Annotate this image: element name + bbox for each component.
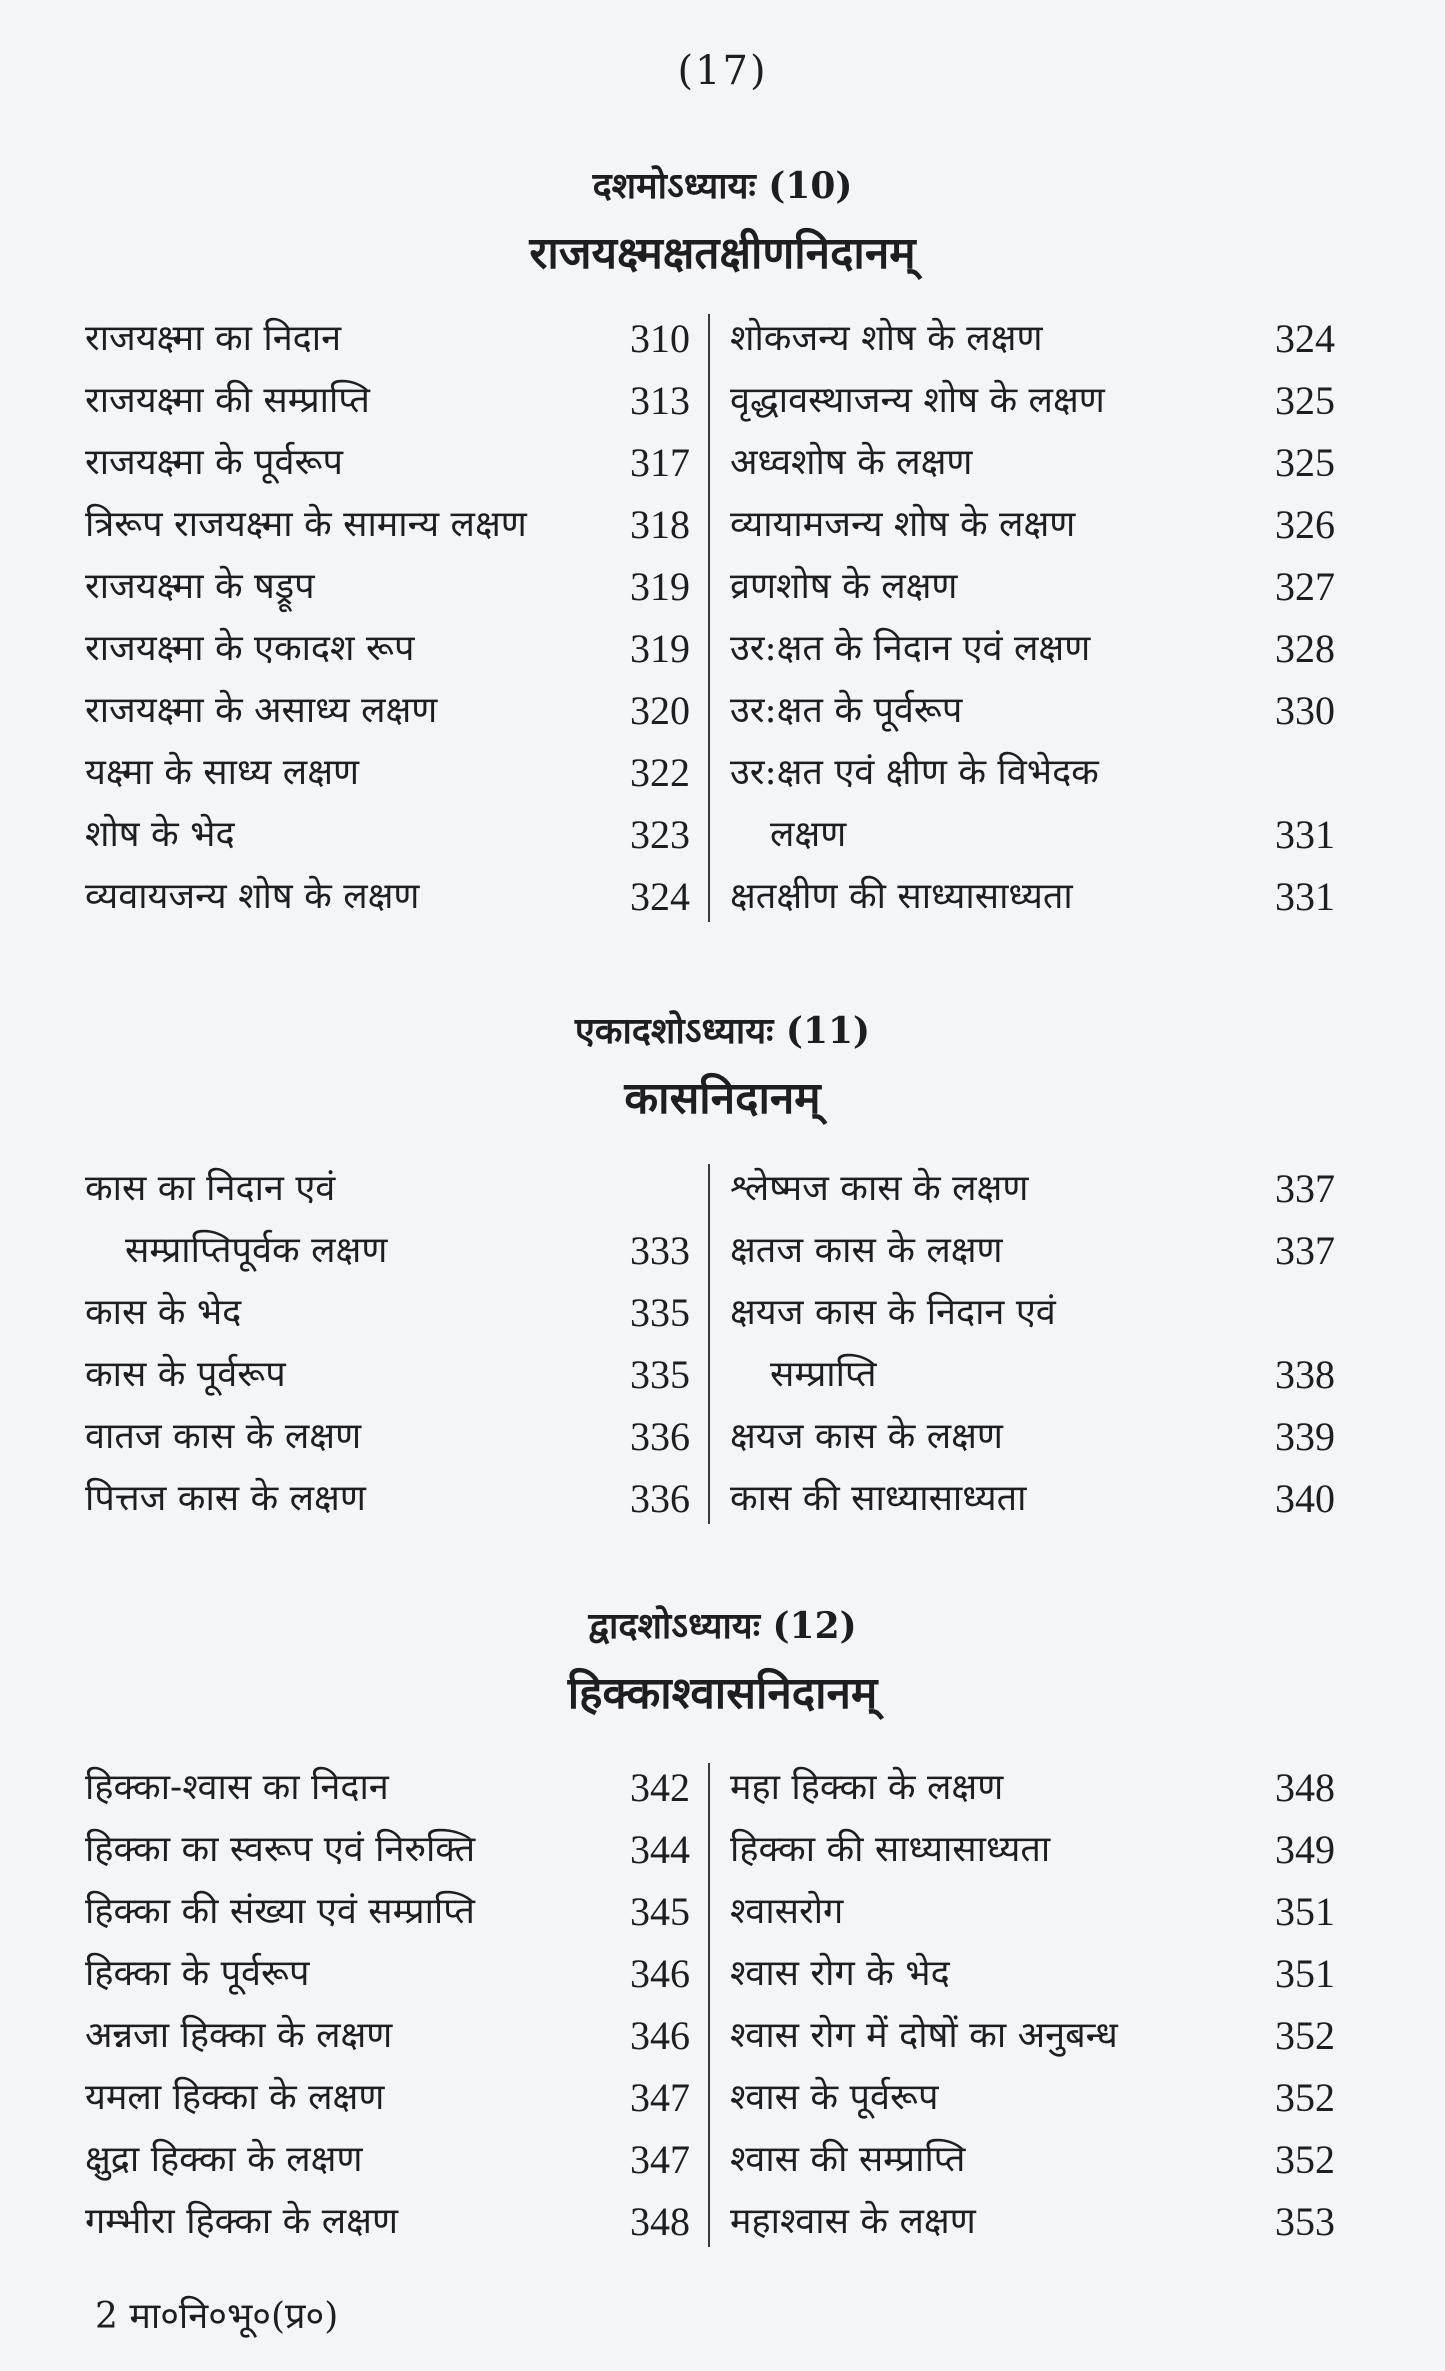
left-column xyxy=(85,1158,690,1530)
entry-page-number: 346 xyxy=(630,2013,690,2058)
entry-page-number: 351 xyxy=(1275,1889,1335,1934)
toc-entry xyxy=(730,1757,1335,1819)
entry-page-number: 317 xyxy=(630,440,690,485)
toc-entry xyxy=(730,432,1335,494)
entry-title: श्वासरोग xyxy=(730,1891,844,1932)
entry-title: वातज कास के लक्षण xyxy=(85,1416,362,1457)
entry-page-number: 347 xyxy=(630,2137,690,2182)
entry-page-number: 340 xyxy=(1275,1476,1335,1521)
entry-title: श्वास रोग में दोषों का अनुबन्ध xyxy=(730,2015,1118,2056)
entry-page-number: 346 xyxy=(630,1951,690,1996)
entry-title: राजयक्ष्मा का निदान xyxy=(85,318,342,359)
entry-title: अन्नजा हिक्का के लक्षण xyxy=(85,2015,393,2056)
entry-title: राजयक्ष्मा की सम्प्राप्ति xyxy=(85,380,370,421)
toc-entry xyxy=(85,2191,690,2253)
toc-entry xyxy=(85,370,690,432)
entry-page-number: 348 xyxy=(630,2199,690,2244)
entry-page-number: 352 xyxy=(1275,2137,1335,2182)
toc-entry xyxy=(730,1819,1335,1881)
toc-entry xyxy=(730,2005,1335,2067)
entry-title: क्षयज कास के निदान एवं xyxy=(730,1292,1056,1333)
toc-entry xyxy=(85,2067,690,2129)
toc-entry xyxy=(730,308,1335,370)
entry-page-number: 339 xyxy=(1275,1414,1335,1459)
toc-entry xyxy=(85,1943,690,2005)
toc-entry xyxy=(85,804,690,866)
toc-entry xyxy=(730,2067,1335,2129)
chapter-heading: एकादशोऽध्यायः (11) xyxy=(574,1010,871,1052)
entry-page-number: 337 xyxy=(1275,1228,1335,1273)
entry-page-number: 337 xyxy=(1275,1166,1335,1211)
entry-title: क्षुद्रा हिक्का के लक्षण xyxy=(85,2139,363,2180)
entry-title: कास की साध्यासाध्यता xyxy=(730,1478,1027,1519)
toc-entry xyxy=(730,1220,1335,1282)
entry-title: हिक्का के पूर्वरूप xyxy=(85,1953,310,1994)
right-column xyxy=(730,1158,1335,1530)
entry-title: अध्वशोष के लक्षण xyxy=(730,442,973,483)
entry-page-number: 330 xyxy=(1275,688,1335,733)
right-column xyxy=(730,308,1335,928)
entry-page-number: 345 xyxy=(630,1889,690,1934)
entry-page-number: 318 xyxy=(630,502,690,547)
toc-entry xyxy=(85,1819,690,1881)
toc-entry xyxy=(85,432,690,494)
toc-entry xyxy=(85,494,690,556)
toc-entry xyxy=(730,556,1335,618)
entry-title: राजयक्ष्मा के एकादश रूप xyxy=(85,628,415,669)
entry-page-number: 344 xyxy=(630,1827,690,1872)
chapter-heading: दशमोऽध्यायः (10) xyxy=(592,165,853,207)
chapter-11 xyxy=(0,1005,1445,1126)
column-divider xyxy=(708,1763,710,2247)
toc-entry xyxy=(730,866,1335,928)
entry-title: हिक्का का स्वरूप एवं निरुक्ति xyxy=(85,1829,476,1870)
entry-page-number: 326 xyxy=(1275,502,1335,547)
entry-title: क्षतक्षीण की साध्यासाध्यता xyxy=(730,876,1073,917)
chapter-title: हिक्काश्वासनिदानम् xyxy=(567,1668,878,1719)
entry-title: कास के भेद xyxy=(85,1292,242,1333)
chapter-10 xyxy=(0,160,1445,281)
toc-entry xyxy=(730,1943,1335,2005)
toc-entry xyxy=(730,742,1335,866)
entry-title: यमला हिक्का के लक्षण xyxy=(85,2077,385,2118)
entry-page-number: 336 xyxy=(630,1476,690,1521)
entry-page-number: 324 xyxy=(630,874,690,919)
toc-entry xyxy=(85,308,690,370)
entry-title: उर:क्षत के पूर्वरूप xyxy=(730,690,963,731)
toc-entry xyxy=(730,2191,1335,2253)
entry-page-number: 353 xyxy=(1275,2199,1335,2244)
toc-entry xyxy=(730,618,1335,680)
toc-entry xyxy=(85,556,690,618)
entry-page-number: 349 xyxy=(1275,1827,1335,1872)
entry-title: क्षयज कास के लक्षण xyxy=(730,1416,1003,1457)
entry-page-number: 338 xyxy=(1275,1352,1335,1397)
entry-page-number: 325 xyxy=(1275,440,1335,485)
entry-title: क्षतज कास के लक्षण xyxy=(730,1230,1003,1271)
toc-entry xyxy=(85,1881,690,1943)
entry-title: व्यायामजन्य शोष के लक्षण xyxy=(730,504,1076,545)
entry-page-number: 336 xyxy=(630,1414,690,1459)
entry-title: गम्भीरा हिक्का के लक्षण xyxy=(85,2201,399,2242)
entry-title: कास के पूर्वरूप xyxy=(85,1354,286,1395)
entry-title: यक्ष्मा के साध्य लक्षण xyxy=(85,752,360,793)
entry-title: महाश्वास के लक्षण xyxy=(730,2201,976,2242)
entry-title: उर:क्षत के निदान एवं लक्षण xyxy=(730,628,1091,669)
entry-title-continued: सम्प्राप्ति xyxy=(770,1354,877,1395)
entry-page-number: 342 xyxy=(630,1765,690,1810)
entry-title-continued: लक्षण xyxy=(770,814,847,855)
entry-title: राजयक्ष्मा के पूर्वरूप xyxy=(85,442,343,483)
toc-entry xyxy=(730,494,1335,556)
toc-entry xyxy=(730,1468,1335,1530)
entry-title: हिक्का की साध्यासाध्यता xyxy=(730,1829,1051,1870)
toc-entry xyxy=(730,1406,1335,1468)
entry-page-number: 352 xyxy=(1275,2075,1335,2120)
entry-title: वृद्धावस्थाजन्य शोष के लक्षण xyxy=(730,380,1105,421)
toc-entry xyxy=(85,1344,690,1406)
entry-page-number: 333 xyxy=(630,1228,690,1273)
entry-page-number: 313 xyxy=(630,378,690,423)
entry-title: हिक्का-श्वास का निदान xyxy=(85,1767,389,1808)
page-number: (17) xyxy=(677,48,768,94)
entry-title: राजयक्ष्मा के असाध्य लक्षण xyxy=(85,690,438,731)
toc-entry xyxy=(85,2129,690,2191)
entry-page-number: 324 xyxy=(1275,316,1335,361)
chapter-title: राजयक्ष्मक्षतक्षीणनिदानम् xyxy=(529,228,916,279)
toc-entry xyxy=(85,1468,690,1530)
toc-entry xyxy=(85,1406,690,1468)
right-column xyxy=(730,1757,1335,2253)
column-divider xyxy=(708,1164,710,1524)
entry-page-number: 347 xyxy=(630,2075,690,2120)
entry-page-number: 352 xyxy=(1275,2013,1335,2058)
toc-entry xyxy=(85,2005,690,2067)
entry-page-number: 325 xyxy=(1275,378,1335,423)
entry-page-number: 320 xyxy=(630,688,690,733)
entry-title: श्वास के पूर्वरूप xyxy=(730,2077,939,2118)
entry-page-number: 327 xyxy=(1275,564,1335,609)
toc-entry xyxy=(85,1158,690,1282)
entry-title: महा हिक्का के लक्षण xyxy=(730,1767,1004,1808)
entry-title: त्रिरूप राजयक्ष्मा के सामान्य लक्षण xyxy=(85,504,527,545)
entry-page-number: 351 xyxy=(1275,1951,1335,1996)
entry-page-number: 322 xyxy=(630,750,690,795)
toc-entry xyxy=(730,2129,1335,2191)
entry-page-number: 331 xyxy=(1275,812,1335,857)
entry-page-number: 319 xyxy=(630,626,690,671)
toc-entry xyxy=(730,1282,1335,1406)
toc-entry xyxy=(85,680,690,742)
entry-page-number: 331 xyxy=(1275,874,1335,919)
entry-title-continued: सम्प्राप्तिपूर्वक लक्षण xyxy=(125,1230,388,1271)
entry-title: व्यवायजन्य शोष के लक्षण xyxy=(85,876,420,917)
entry-title: व्रणशोष के लक्षण xyxy=(730,566,958,607)
entry-page-number: 348 xyxy=(1275,1765,1335,1810)
left-column xyxy=(85,308,690,928)
toc-entry xyxy=(730,370,1335,432)
chapter-title: कासनिदानम् xyxy=(624,1073,821,1124)
toc-entry xyxy=(730,680,1335,742)
toc-entry xyxy=(730,1158,1335,1220)
entry-title: शोष के भेद xyxy=(85,814,235,855)
entry-page-number: 319 xyxy=(630,564,690,609)
toc-entry xyxy=(85,866,690,928)
entry-page-number: 335 xyxy=(630,1290,690,1335)
entry-title: श्वास की सम्प्राप्ति xyxy=(730,2139,966,2180)
toc-entry xyxy=(85,1282,690,1344)
footer-signature: 2 मा०नि०भू०(प्र०) xyxy=(95,2296,339,2337)
toc-entry xyxy=(85,1757,690,1819)
entry-page-number: 323 xyxy=(630,812,690,857)
entry-page-number: 335 xyxy=(630,1352,690,1397)
toc-entry xyxy=(85,618,690,680)
entry-title: शोकजन्य शोष के लक्षण xyxy=(730,318,1043,359)
entry-title: राजयक्ष्मा के षड्रूप xyxy=(85,566,315,607)
left-column xyxy=(85,1757,690,2253)
toc-entry xyxy=(730,1881,1335,1943)
entry-title: श्लेष्मज कास के लक्षण xyxy=(730,1168,1029,1209)
entry-title: कास का निदान एवं xyxy=(85,1168,336,1209)
entry-page-number: 328 xyxy=(1275,626,1335,671)
entry-title: श्वास रोग के भेद xyxy=(730,1953,950,1994)
column-divider xyxy=(708,314,710,922)
entry-title: हिक्का की संख्या एवं सम्प्राप्ति xyxy=(85,1891,475,1932)
entry-page-number: 310 xyxy=(630,316,690,361)
chapter-heading: द्वादशोऽध्यायः (12) xyxy=(588,1605,857,1647)
entry-title: पित्तज कास के लक्षण xyxy=(85,1478,366,1519)
toc-entry xyxy=(85,742,690,804)
chapter-12 xyxy=(0,1600,1445,1721)
entry-title: उर:क्षत एवं क्षीण के विभेदक xyxy=(730,752,1099,793)
